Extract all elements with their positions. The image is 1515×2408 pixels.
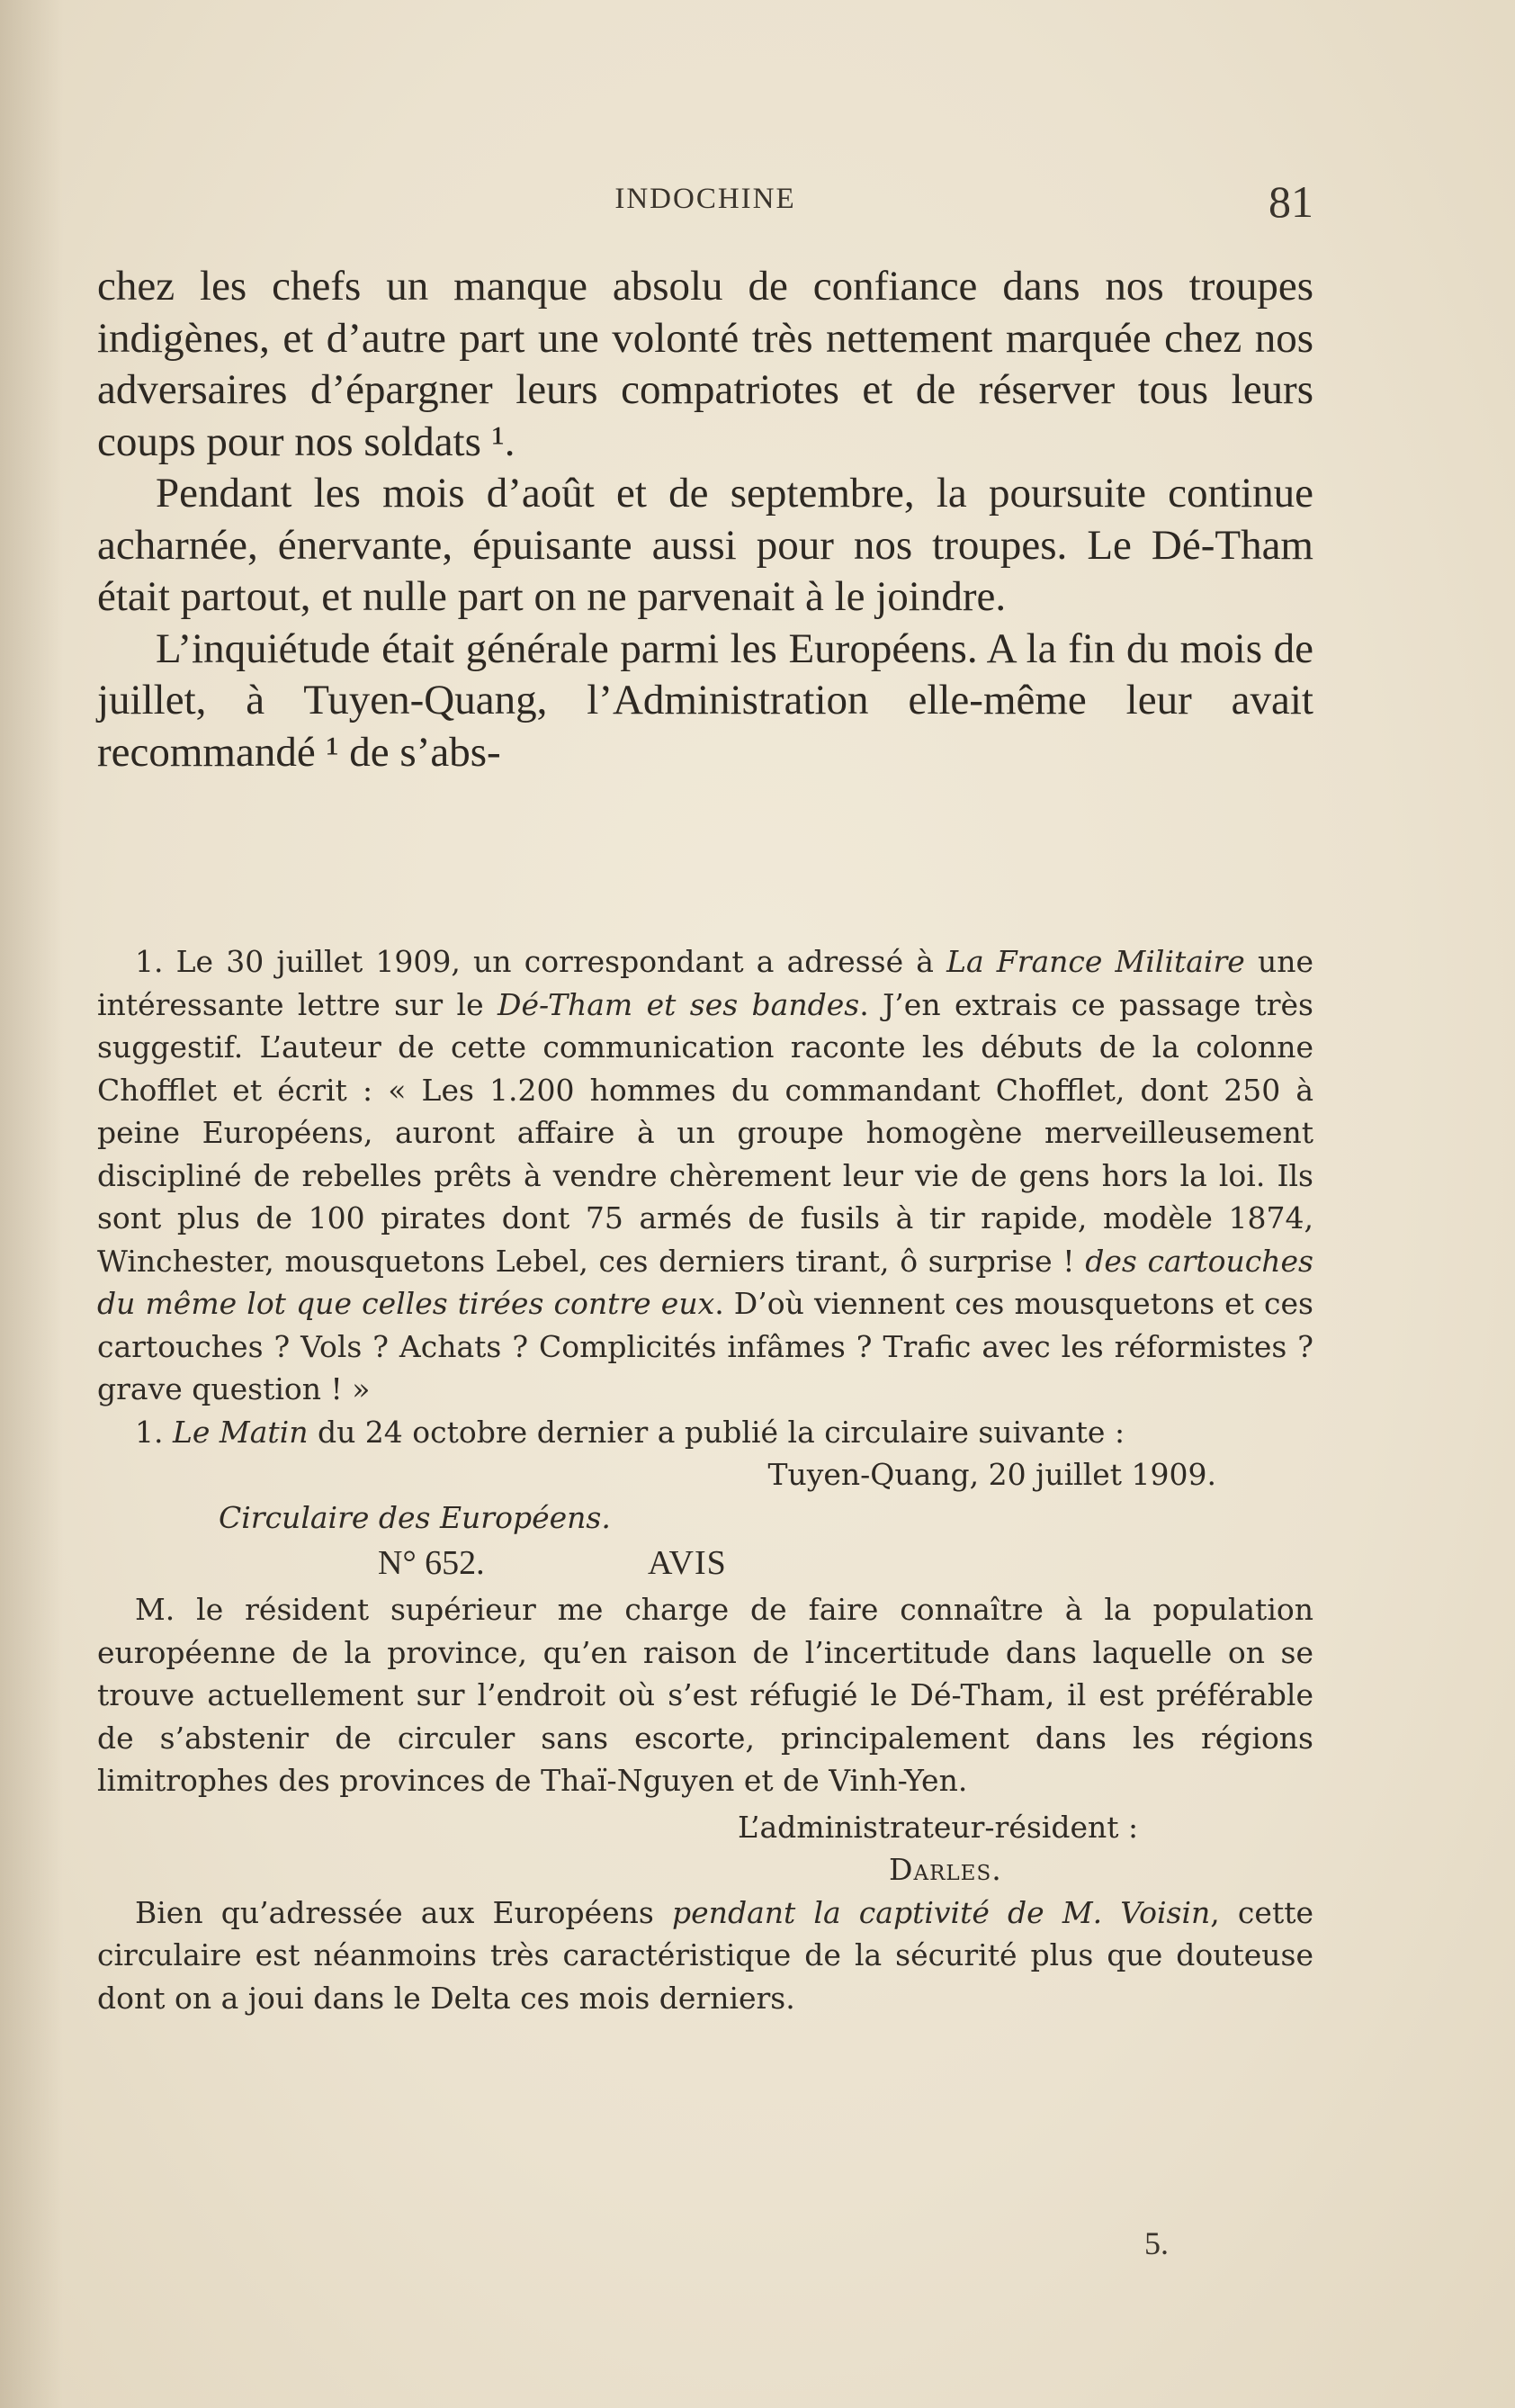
footnote-2-comment: [97, 1891, 1313, 2020]
footnote-1-book-title: Dé-Tham et ses bandes: [498, 986, 860, 1022]
page-header: [97, 175, 1313, 229]
footnotes: [97, 940, 1313, 2019]
circular-signoff-name: Darles.: [889, 1852, 1002, 1887]
comment-text-a: Bien qu’adressée aux Européens: [135, 1894, 673, 1930]
running-title: INDOCHINE: [614, 183, 796, 215]
main-text: [97, 261, 1313, 778]
footnote-2-text-a: 1.: [135, 1414, 173, 1450]
comment-text-b: , cette circulaire est néanmoins très caractéristique de la sécurité plus que douteuse dont on a joui dans le Delta ces mois derniers.: [97, 1894, 1313, 2016]
paragraph-1: chez les chefs un manque absolu de confiance dans nos troupes indigènes, et d’autre part une volonté très nettement marquée chez nos adversaires d’épargner leurs compatriotes et de réserver tous leurs coups pour nos soldats ¹.: [97, 263, 1313, 465]
signature-mark: 5.: [1144, 2225, 1169, 2261]
footnote-1-publication: La France Militaire: [946, 944, 1245, 979]
footnote-1-text-d: . D’où viennent ces mousquetons et ces cartouches ? Vols ? Achats ? Complicités infâmes ? Trafic avec les réformistes ? grave question ! »: [97, 1286, 1313, 1406]
footnote-2-intro: [97, 1411, 1313, 1454]
circular-title: Circulaire des Européens.: [219, 1499, 611, 1535]
footnote-1-text-a: 1. Le 30 juillet 1909, un correspondant a adressé à: [135, 944, 947, 979]
paragraph-2: Pendant les mois d’août et de septembre, la poursuite continue acharnée, énervante, épuisante aussi pour nos troupes. Le Dé-Tham était partout, et nulle part on ne parvenait à le joindre.: [97, 470, 1313, 620]
footnote-1-text-b: une intéressante lettre sur le: [97, 944, 1313, 1022]
footnote-1-text-c: . J’en extrais ce passage très suggestif. L’auteur de cette communication raconte les débuts de la colonne Chofflet et écrit : « Les 1.200 hommes du commandant Chofflet, dont 250 à peine Européens, auront affaire à un groupe homogène merveilleusement discipliné de rebelles prêts à vendre chèrement leur vie de gens hors la loi. Ils sont plus de 100 pirates dont 75 armés de fusils à tir rapide, modèle 1874, Winchester, mousquetons Lebel, ces derniers tirant, ô surprise !: [97, 986, 1313, 1279]
page-number: 81: [1268, 176, 1313, 227]
circular-place-date: Tuyen-Quang, 20 juillet 1909.: [767, 1457, 1216, 1492]
circular-avis: AVIS: [648, 1544, 727, 1582]
circular-notice: M. le résident supérieur me charge de faire connaître à la population européenne de la province, qu’en raison de l’incertitude dans laquelle on se trouve actuellement sur l’endroit où s’est réfugié le Dé-Tham, il est préférable de s’abstenir de circuler sans escorte, principalement dans les régions limitrophes des provinces de Thaï-Nguyen et de Vinh-Yen.: [97, 1592, 1313, 1798]
paragraph-3: L’inquiétude était générale parmi les Européens. A la fin du mois de juillet, à Tuyen-Quang, l’Administration elle-même leur avait recommandé ¹ de s’abs-: [97, 624, 1313, 776]
comment-emphasis: pendant la captivité de M. Voisin: [672, 1894, 1211, 1930]
circular-number: N° 652.: [378, 1544, 485, 1582]
spine-shadow: [0, 0, 63, 2408]
circular-heading: [97, 1539, 1313, 1588]
footnote-1-emphasis: des cartouches du même lot que celles tirées contre eux: [97, 1243, 1313, 1321]
footnote-1: [97, 940, 1313, 1411]
footnote-2-publication: Le Matin: [172, 1414, 309, 1450]
footnote-2-text-b: du 24 octobre dernier a publié la circulaire suivante :: [308, 1414, 1125, 1450]
circular-signoff-role: L’administrateur-résident :: [738, 1809, 1139, 1845]
